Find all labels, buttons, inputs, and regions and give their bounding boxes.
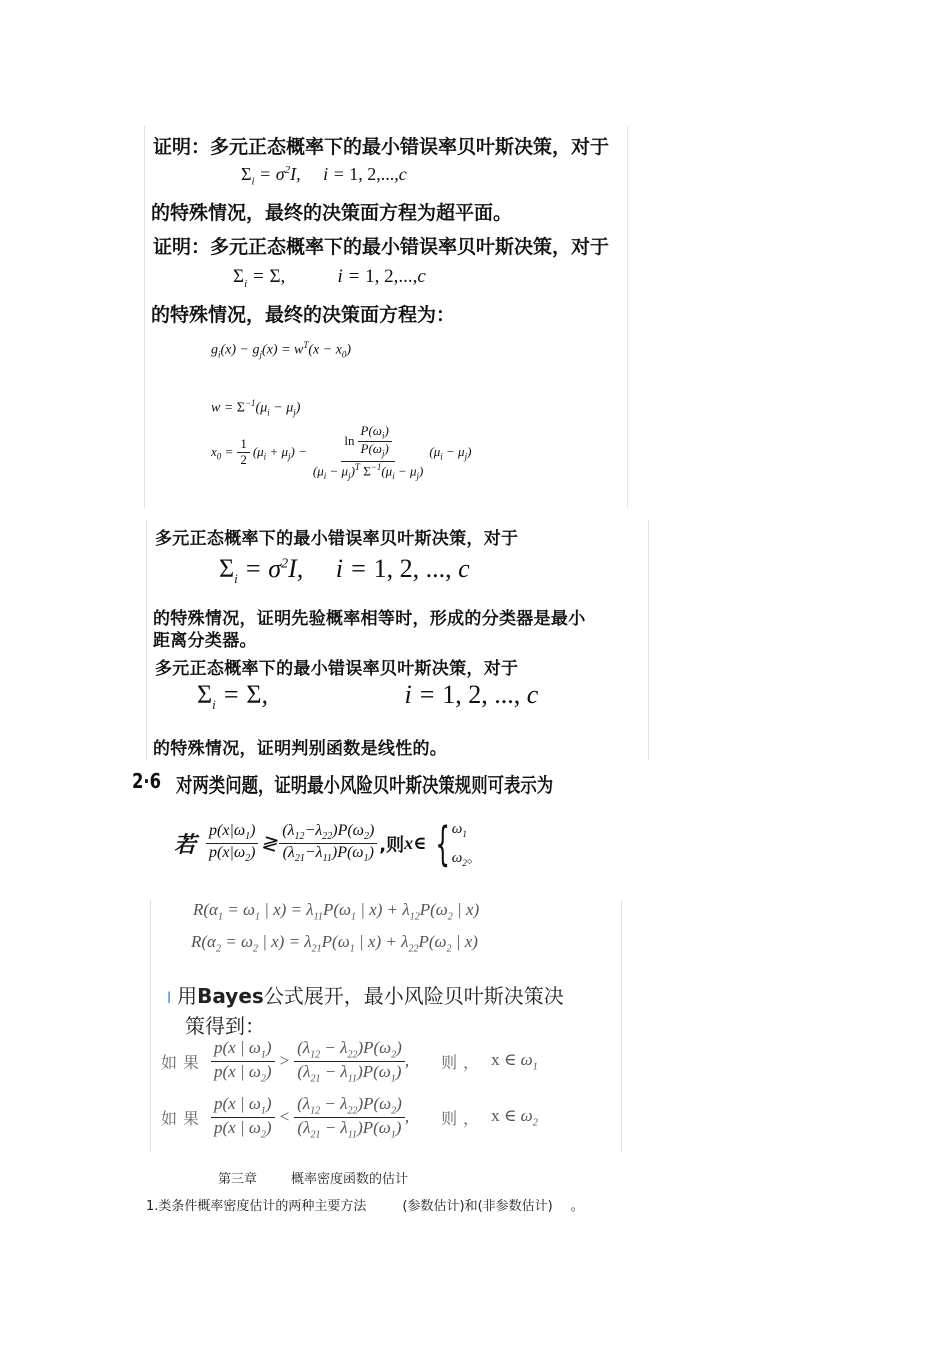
b2-line3: 距离分类器。 xyxy=(153,631,257,651)
b1-line3: 证明：多元正态概率下的最小错误率贝叶斯决策，对于 xyxy=(153,236,610,258)
ruo-label: 若 xyxy=(174,833,197,858)
b2-line2: 的特殊情况，证明先验概率相等时，形成的分类器是最小 xyxy=(153,609,586,629)
b2-line1: 多元正态概率下的最小错误率贝叶斯决策，对于 xyxy=(155,529,519,549)
problem-2-6-block xyxy=(130,765,630,880)
proof-image-block-2 xyxy=(146,520,649,760)
chapter-title: 概率密度函数的估计 xyxy=(291,1172,409,1187)
problem-formula: 若 $\frac{p(x|\omega_1)}{p(x|\omega_2)}$ ≷ $\frac{(\lambda_{12}-\lambda_{22})P(\omega_2)}{(\lambda_{21}-\lambda_{11})P(\omega_1)}$ ,则 x∈ { $\omega_1$ $\omega_2$。 xyxy=(174,816,482,871)
then-label: ,则 xyxy=(379,834,405,856)
b1-eq3: $g_i(x) - g_j(x) = w^T(x - x_0)$ xyxy=(211,340,352,360)
answer-and: 和 xyxy=(464,1199,478,1214)
answer-1: (参数估计) xyxy=(402,1199,465,1214)
b4-rule1: 如果 $\frac{p(x | \omega_1)}{p(x | \omega_2)}$ > $\frac{(\lambda_{12} - \lambda_{22})P(\omega_2)}{(\lambda_{21} - \lambda_{11})P(\omega_1)}$ , 则， x ∈ $\omega_1$ xyxy=(161,1038,538,1085)
b4-rule2: 如果 $\frac{p(x | \omega_1)}{p(x | \omega_2)}$ < $\frac{(\lambda_{12} - \lambda_{22})P(\omega_2)}{(\lambda_{21} - \lambda_{11})P(\omega_1)}$ , 则， x ∈ $\omega_2$ xyxy=(161,1094,538,1141)
bayes-word: Bayes xyxy=(197,984,264,1008)
b1-line2: 的特殊情况，最终的决策面方程为超平面。 xyxy=(151,202,513,224)
b2-line5: 的特殊情况，证明判别函数是线性的。 xyxy=(153,739,448,759)
bayes-risk-slide-block xyxy=(150,900,622,1152)
b1-line1: 证明：多元正态概率下的最小错误率贝叶斯决策，对于 xyxy=(153,136,610,158)
bullet-marker: l xyxy=(167,989,172,1007)
b1-eq1: $\Sigma_i = \sigma^2I$, i = 1, 2,...,c xyxy=(241,164,407,188)
b4-eq1: $R(\alpha_1 = \omega_1$ | $x) = \lambda_{11}P(\omega_1$ | $x) + \lambda_{12}P(\omega_2$ | x) xyxy=(193,900,480,923)
b2-eq2: $\Sigma_i = \Sigma$, i = 1, 2, ..., c xyxy=(197,680,539,713)
chapter-label: 第三章 xyxy=(218,1172,258,1187)
b2-line4: 多元正态概率下的最小错误率贝叶斯决策，对于 xyxy=(155,659,519,679)
proof-image-block-1 xyxy=(144,126,628,508)
b1-eq2: $\Sigma_i = \Sigma$, i = 1, 2,...,c xyxy=(233,266,426,290)
b1-eq4: $w = \Sigma^{-1}(\mu_i - \mu_j)$ xyxy=(211,398,301,418)
answer-2: (非参数估计) xyxy=(477,1199,553,1214)
b1-line4: 的特殊情况，最终的决策面方程为： xyxy=(151,304,456,326)
problem-number: 2·6 xyxy=(132,769,162,793)
b4-text-line2: 策得到： xyxy=(185,1014,265,1038)
b4-eq2: $R(\alpha_2 = \omega_2$ | $x) = \lambda_{21}P(\omega_1$ | $x) + \lambda_{22}P(\omega_2$ | x) xyxy=(191,932,478,955)
problem-title: 对两类问题，证明最小风险贝叶斯决策规则可表示为 xyxy=(176,773,554,797)
question-1 xyxy=(146,1195,584,1214)
b2-eq1: $\Sigma_i = \sigma^2I$, i = 1, 2, ..., c xyxy=(219,554,470,587)
b4-text-line1: l 用Bayes公式展开，最小风险贝叶斯决策决 xyxy=(167,984,564,1008)
question-prefix: 1.类条件概率密度估计的两种主要方法 xyxy=(146,1199,367,1214)
chapter-heading xyxy=(218,1168,408,1187)
question-end: 。 xyxy=(570,1199,584,1214)
b1-eq5: $x_0$ = $\frac{1}{2}$ $(\mu_i + \mu_j)$ − ln $\frac{P(\omega_i)}{P(\omega_j)}$ $(\mu_i - \mu_j)^T$ $\Sigma^{-1}(\mu_i - \mu_j)$ $(\mu_i - \mu_j)$ xyxy=(211,423,472,481)
